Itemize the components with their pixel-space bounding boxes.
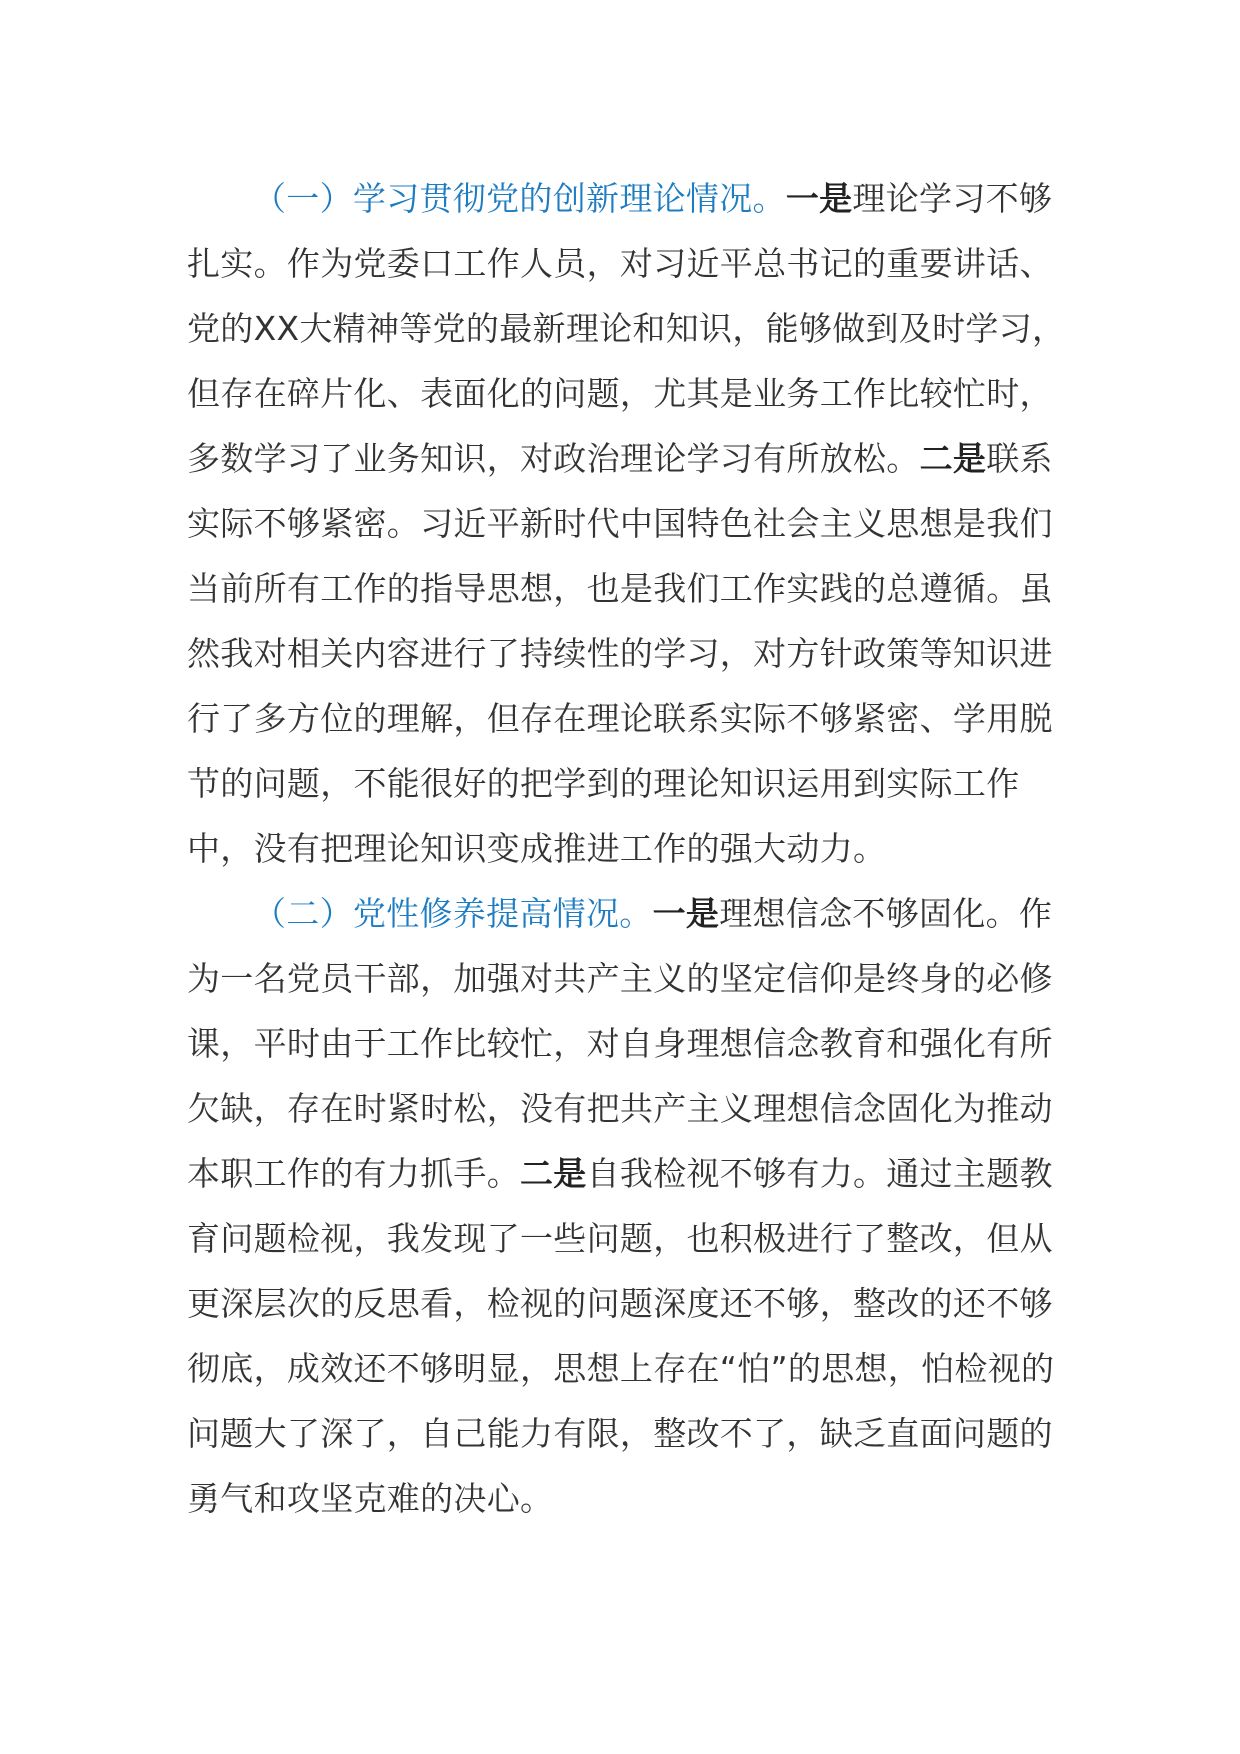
point-lead-1-2: 二是: [919, 439, 987, 478]
section-paragraph-2: [187, 881, 1067, 1531]
point-text-2-1: 理想信念不够固化。作为一名党员干部，加强对共产主义的坚定信仰是终身的必修课，平时由于工作比较忙，对自身理想信念教育和强化有所欠缺，存在时紧时松，没有把共产主义理想信念固化为推动本职工作的有力抓手。: [187, 894, 1053, 1193]
document-body: [187, 166, 1067, 1531]
point-text-1-2: 联系实际不够紧密。习近平新时代中国特色社会主义思想是我们当前所有工作的指导思想，也是我们工作实践的总遵循。虽然我对相关内容进行了持续性的学习，对方针政策等知识进行了多方位的理解，但存在理论联系实际不够紧密、学用脱节的问题，不能很好的把学到的理论知识运用到实际工作中，没有把理论知识变成推进工作的强大动力。: [187, 439, 1053, 868]
point-lead-1-1: 一是: [785, 179, 853, 218]
section-heading-2: （二）党性修养提高情况。: [253, 894, 653, 933]
section-paragraph-1: [187, 166, 1067, 881]
point-text-2-2: 自我检视不够有力。通过主题教育问题检视，我发现了一些问题，也积极进行了整改，但从更深层次的反思看，检视的问题深度还不够，整改的还不够彻底，成效还不够明显，思想上存在“怕”的思想，怕检视的问题大了深了，自己能力有限，整改不了，缺乏直面问题的勇气和攻坚克难的决心。: [187, 1154, 1055, 1518]
section-heading-1: （一）学习贯彻党的创新理论情况。: [253, 179, 786, 218]
point-lead-2-1: 一是: [652, 894, 720, 933]
point-text-1-1: 理论学习不够扎实。作为党委口工作人员，对习近平总书记的重要讲话、党的XX大精神等党的最新理论和知识，能够做到及时学习，但存在碎片化、表面化的问题，尤其是业务工作比较忙时，多数学习了业务知识，对政治理论学习有所放松。: [187, 179, 1066, 478]
point-lead-2-2: 二是: [520, 1154, 587, 1193]
